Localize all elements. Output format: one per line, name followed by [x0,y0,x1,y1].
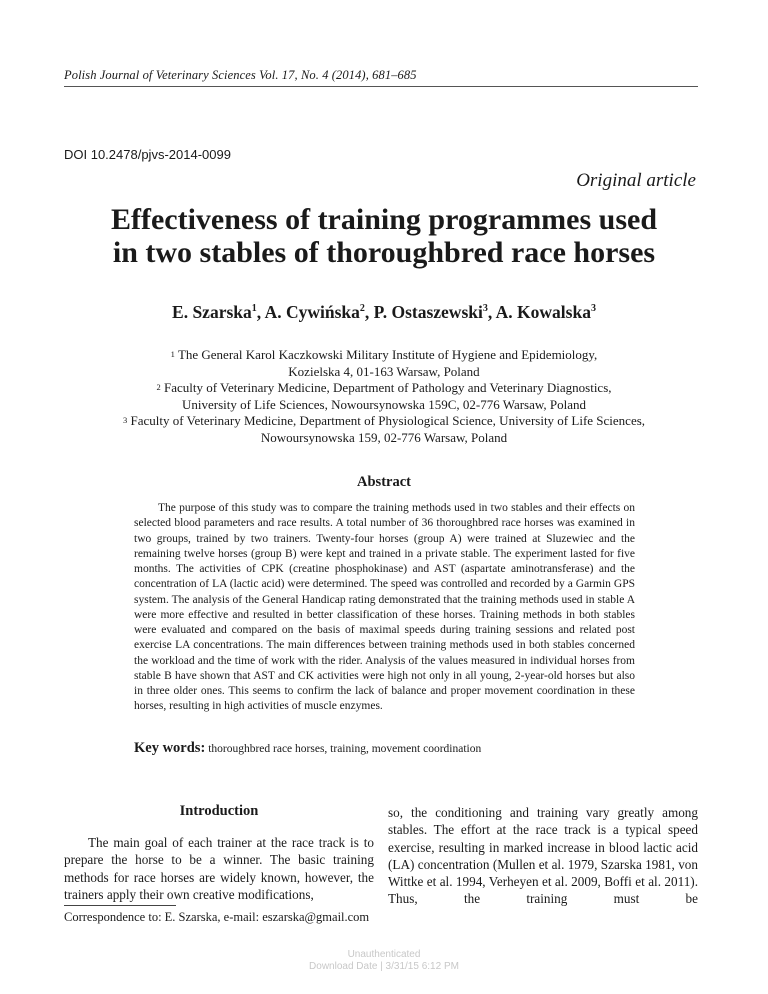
author-list: E. Szarska$^1$, A. Cywińska$^2$, P. Ostaszewski$^3$, A. Kowalska$^3$ [172,302,596,322]
author-affiliation-mark: 2 [359,303,365,315]
title-line-1: Effectiveness of training programmes used [110,203,658,236]
author-name: P. Ostaszewski [373,302,483,322]
doi-label[interactable]: DOI 10.2478/pjvs-2014-0099 [64,147,231,162]
abstract-heading: Abstract [357,474,411,490]
affiliation-number: 2 [156,382,161,393]
header-divider [64,86,698,87]
affiliation-line: The General Karol Kaczkowski Military Institute of Hygiene and Epidemiology, [177,347,598,362]
abstract-body: The purpose of this study was to compare the training methods used in two stables and their effects on selected blood parameters and race results. A total number of 36 thoroughbred race horses was examined in two groups, trained by two trainers. Twenty-four horses (group A) were trained at Sluzewiec and the remaining twelve horses (group B) were kept and trained in a private stable. The experiment lasted for five months. The activities of CPK (creatine phosphokinase) and AST (aspartate aminotransferase) and the concentration of LA (lactic acid) were determined. The speed was controlled and recorded by a Garmin GPS system. The analysis of the General Handicap rating demonstrated that the training methods used in stable A were more effective and resulted in better classification of these horses. Training methods in both stables were evaluated and compared on the basis of maximal speeds during training sessions and related post exercise LA concentrations. The main differences between training methods used in both stables concerned the workload and the time of work with the rider. Analysis of the values measured in individual horses from stable B have shown that AST and CK activities were high not only in all young, 2-year-old horses but also in three older ones. This seems to confirm the lack of balance and proper movement coordination in these horses, resulting in high activities of muscle enzymes. [134,502,635,713]
article-title [0,203,768,269]
affiliation-line: Nowoursynowska 159, 02-776 Warsaw, Poland [260,429,508,445]
affiliation-item [0,380,768,397]
affiliation-number: 3 [122,415,128,426]
article-type-label: Original article [576,170,696,191]
author-affiliation-mark: 3 [590,303,596,315]
author-affiliation-mark: 3 [482,303,488,315]
keywords-label: Key words [134,740,201,756]
correspondence-footnote: Correspondence to: E. Szarska, e-mail: eszarska@gmail.com [64,910,370,924]
keywords-text: thoroughbred race horses, training, movement coordination [208,743,482,755]
introduction-heading: Introduction [179,803,259,819]
keywords: Key words: thoroughbred race horses, training, movement coordination [134,740,482,756]
affiliation-number: 1 [170,349,175,359]
affiliation-line: University of Life Sciences, Nowoursynowska 159C, 02-776 Warsaw, Poland [181,396,587,412]
watermark-line-2: Download Date | 3/31/15 6:12 PM [309,961,459,972]
introduction-left-column: The main goal of each trainer at the race track is to prepare the horse to be a winner. The basic training methods for race horses are widely known, however, the trainers apply their own creative modifications, [64,835,374,902]
affiliation-item [0,413,768,430]
footnote-divider [64,905,176,906]
download-watermark [0,949,768,973]
affiliation-list [0,347,768,447]
journal-citation: Polish Journal of Veterinary Sciences Vol. 17, No. 4 (2014), 681–685 [64,68,417,82]
title-line-2: in two stables of thoroughbred race horses [112,236,656,269]
watermark-line-1: Unauthenticated [347,949,421,960]
affiliation-item [0,347,768,364]
author-affiliation-mark: 1 [251,303,257,315]
affiliation-line: Faculty of Veterinary Medicine, Department of Physiological Science, University of Life Sciences, [130,413,646,429]
author-name: E. Szarska [172,302,252,322]
affiliation-line: Kozielska 4, 01-163 Warsaw, Poland [288,363,480,379]
author-name: A. Cywińska [264,302,360,322]
introduction-right-column: so, the conditioning and training vary greatly among stables. The effort at the race track is a typical speed exercise, resulting in marked increase in blood lactic acid (LA) concentration (Mullen et al. 1979, Szarska 1981, von Wittke et al. 1994, Verheyen et al. 2009, Boffi et al. 2011). Thus, the training must be [388,805,698,907]
author-name: A. Kowalska [495,302,591,322]
affiliation-line: Faculty of Veterinary Medicine, Department of Pathology and Veterinary Diagnostics, [163,380,612,396]
